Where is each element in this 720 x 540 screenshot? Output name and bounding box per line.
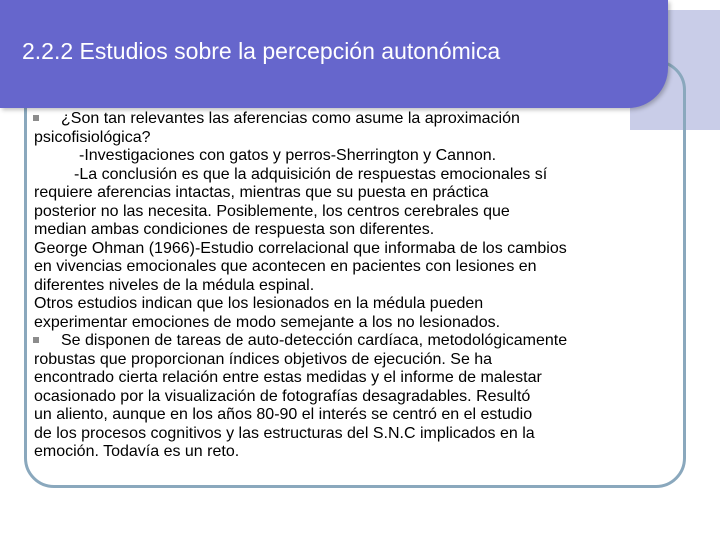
paragraph-line: experimentar emociones de modo semejante a los no lesionados. [34,313,501,331]
paragraph-line: ¿Son tan relevantes las aferencias como asume la aproximación [61,110,520,127]
paragraph-line: encontrado cierta relación entre estas medidas y el informe de malestar [34,369,542,386]
paragraph-line: ocasionado por la visualización de fotografías desagradables. Resultó [34,387,531,405]
paragraph-line: en vivencias emocionales que acontecen en pacientes con lesiones en [34,258,537,275]
paragraph-4 [34,240,694,296]
paragraph-line: psicofisiológica? [34,128,151,146]
slide-title: 2.2.2 Estudios sobre la percepción autonómica [22,38,501,64]
paragraph-line: requiere aferencias intactas, mientras que su puesta en práctica [34,184,489,201]
paragraph-line: Se disponen de tareas de auto-detección cardíaca, metodológicamente [61,332,568,349]
paragraph-line: diferentes niveles de la médula espinal. [34,276,315,294]
title-banner [0,0,668,108]
paragraph-line: un aliento, aunque en los años 80-90 el interés se centró en el estudio [34,406,533,423]
paragraph-line: Otros estudios indican que los lesionados en la médula pueden [34,295,484,312]
paragraph-line: posterior no las necesita. Posiblemente, los centros cerebrales que [34,202,510,220]
paragraph-line: -Investigaciones con gatos y perros-Sherrington y Cannon. [79,147,497,164]
paragraph-line: George Ohman (1966)-Estudio correlacional que informaba de los cambios [34,239,567,257]
bullet-square-icon [33,337,39,343]
bullet-square-icon [33,115,39,121]
paragraph-3 [34,166,694,240]
paragraph-1 [34,110,694,147]
paragraph-line: emoción. Todavía es un reto. [34,443,240,460]
paragraph-2 [34,147,694,166]
paragraph-line: -La conclusión es que la adquisición de respuestas emocionales sí [74,165,548,183]
paragraph-5 [34,295,694,332]
paragraph-6 [34,332,694,462]
paragraph-line: de los procesos cognitivos y las estructuras del S.N.C implicados en la [34,424,535,442]
slide-body [34,110,694,462]
paragraph-line: median ambas condiciones de respuesta son diferentes. [34,221,435,238]
paragraph-line: robustas que proporcionan índices objetivos de ejecución. Se ha [34,350,493,368]
